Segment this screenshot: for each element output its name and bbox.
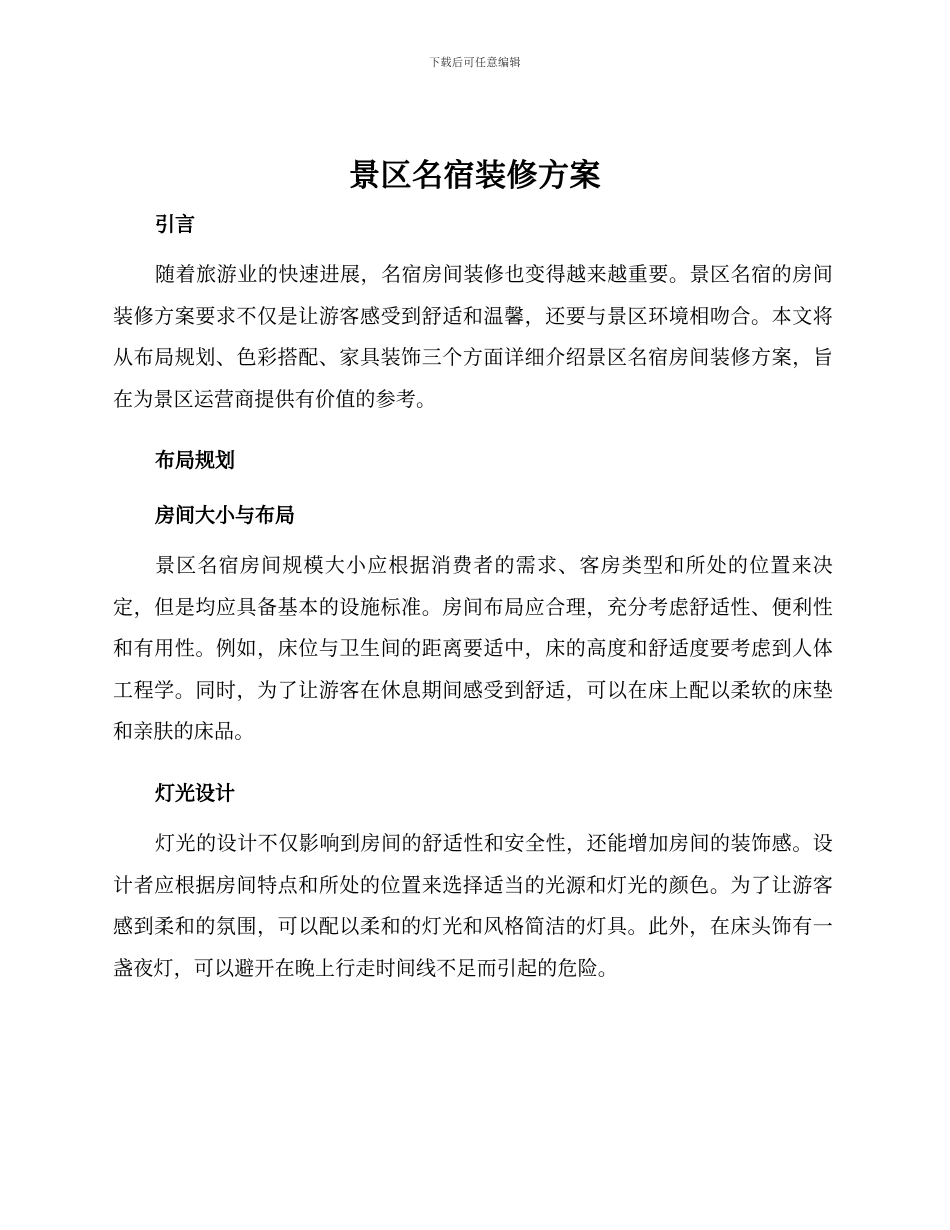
paragraph-room: 景区名宿房间规模大小应根据消费者的需求、客房类型和所处的位置来决定，但是均应具备基本的设施标准。房间布局应合理，充分考虑舒适性、便利性和有用性。例如，床位与卫生间的距离要适中，床的高度和舒适度要考虑到人体工程学。同时，为了让游客在休息期间感受到舒适，可以在床上配以柔软的床垫和亲肤的床品。: [113, 553, 833, 743]
header-note: 下载后可任意编辑: [429, 56, 521, 69]
section-heading-intro: 引言: [155, 212, 195, 236]
paragraph-intro: 随着旅游业的快速进展，名宿房间装修也变得越来越重要。景区名宿的房间装修方案要求不仅是让游客感受到舒适和温馨，还要与景区环境相吻合。本文将从布局规划、色彩搭配、家具装饰三个方面详细介绍景区名宿房间装修方案，旨在为景区运营商提供有价值的参考。: [113, 262, 833, 411]
section-heading-layout: 布局规划: [155, 448, 235, 472]
paragraph-lighting: 灯光的设计不仅影响到房间的舒适性和安全性，还能增加房间的装饰感。设计者应根据房间特点和所处的位置来选择适当的光源和灯光的颜色。为了让游客感到柔和的氛围，可以配以柔和的灯光和风格简洁的灯具。此外，在床头饰有一盏夜灯，可以避开在晚上行走时间线不足而引起的危险。: [113, 831, 833, 980]
subsection-heading-room: 房间大小与布局: [155, 503, 295, 527]
page-title: 景区名宿装修方案: [349, 158, 601, 194]
subsection-heading-lighting: 灯光设计: [155, 781, 235, 805]
